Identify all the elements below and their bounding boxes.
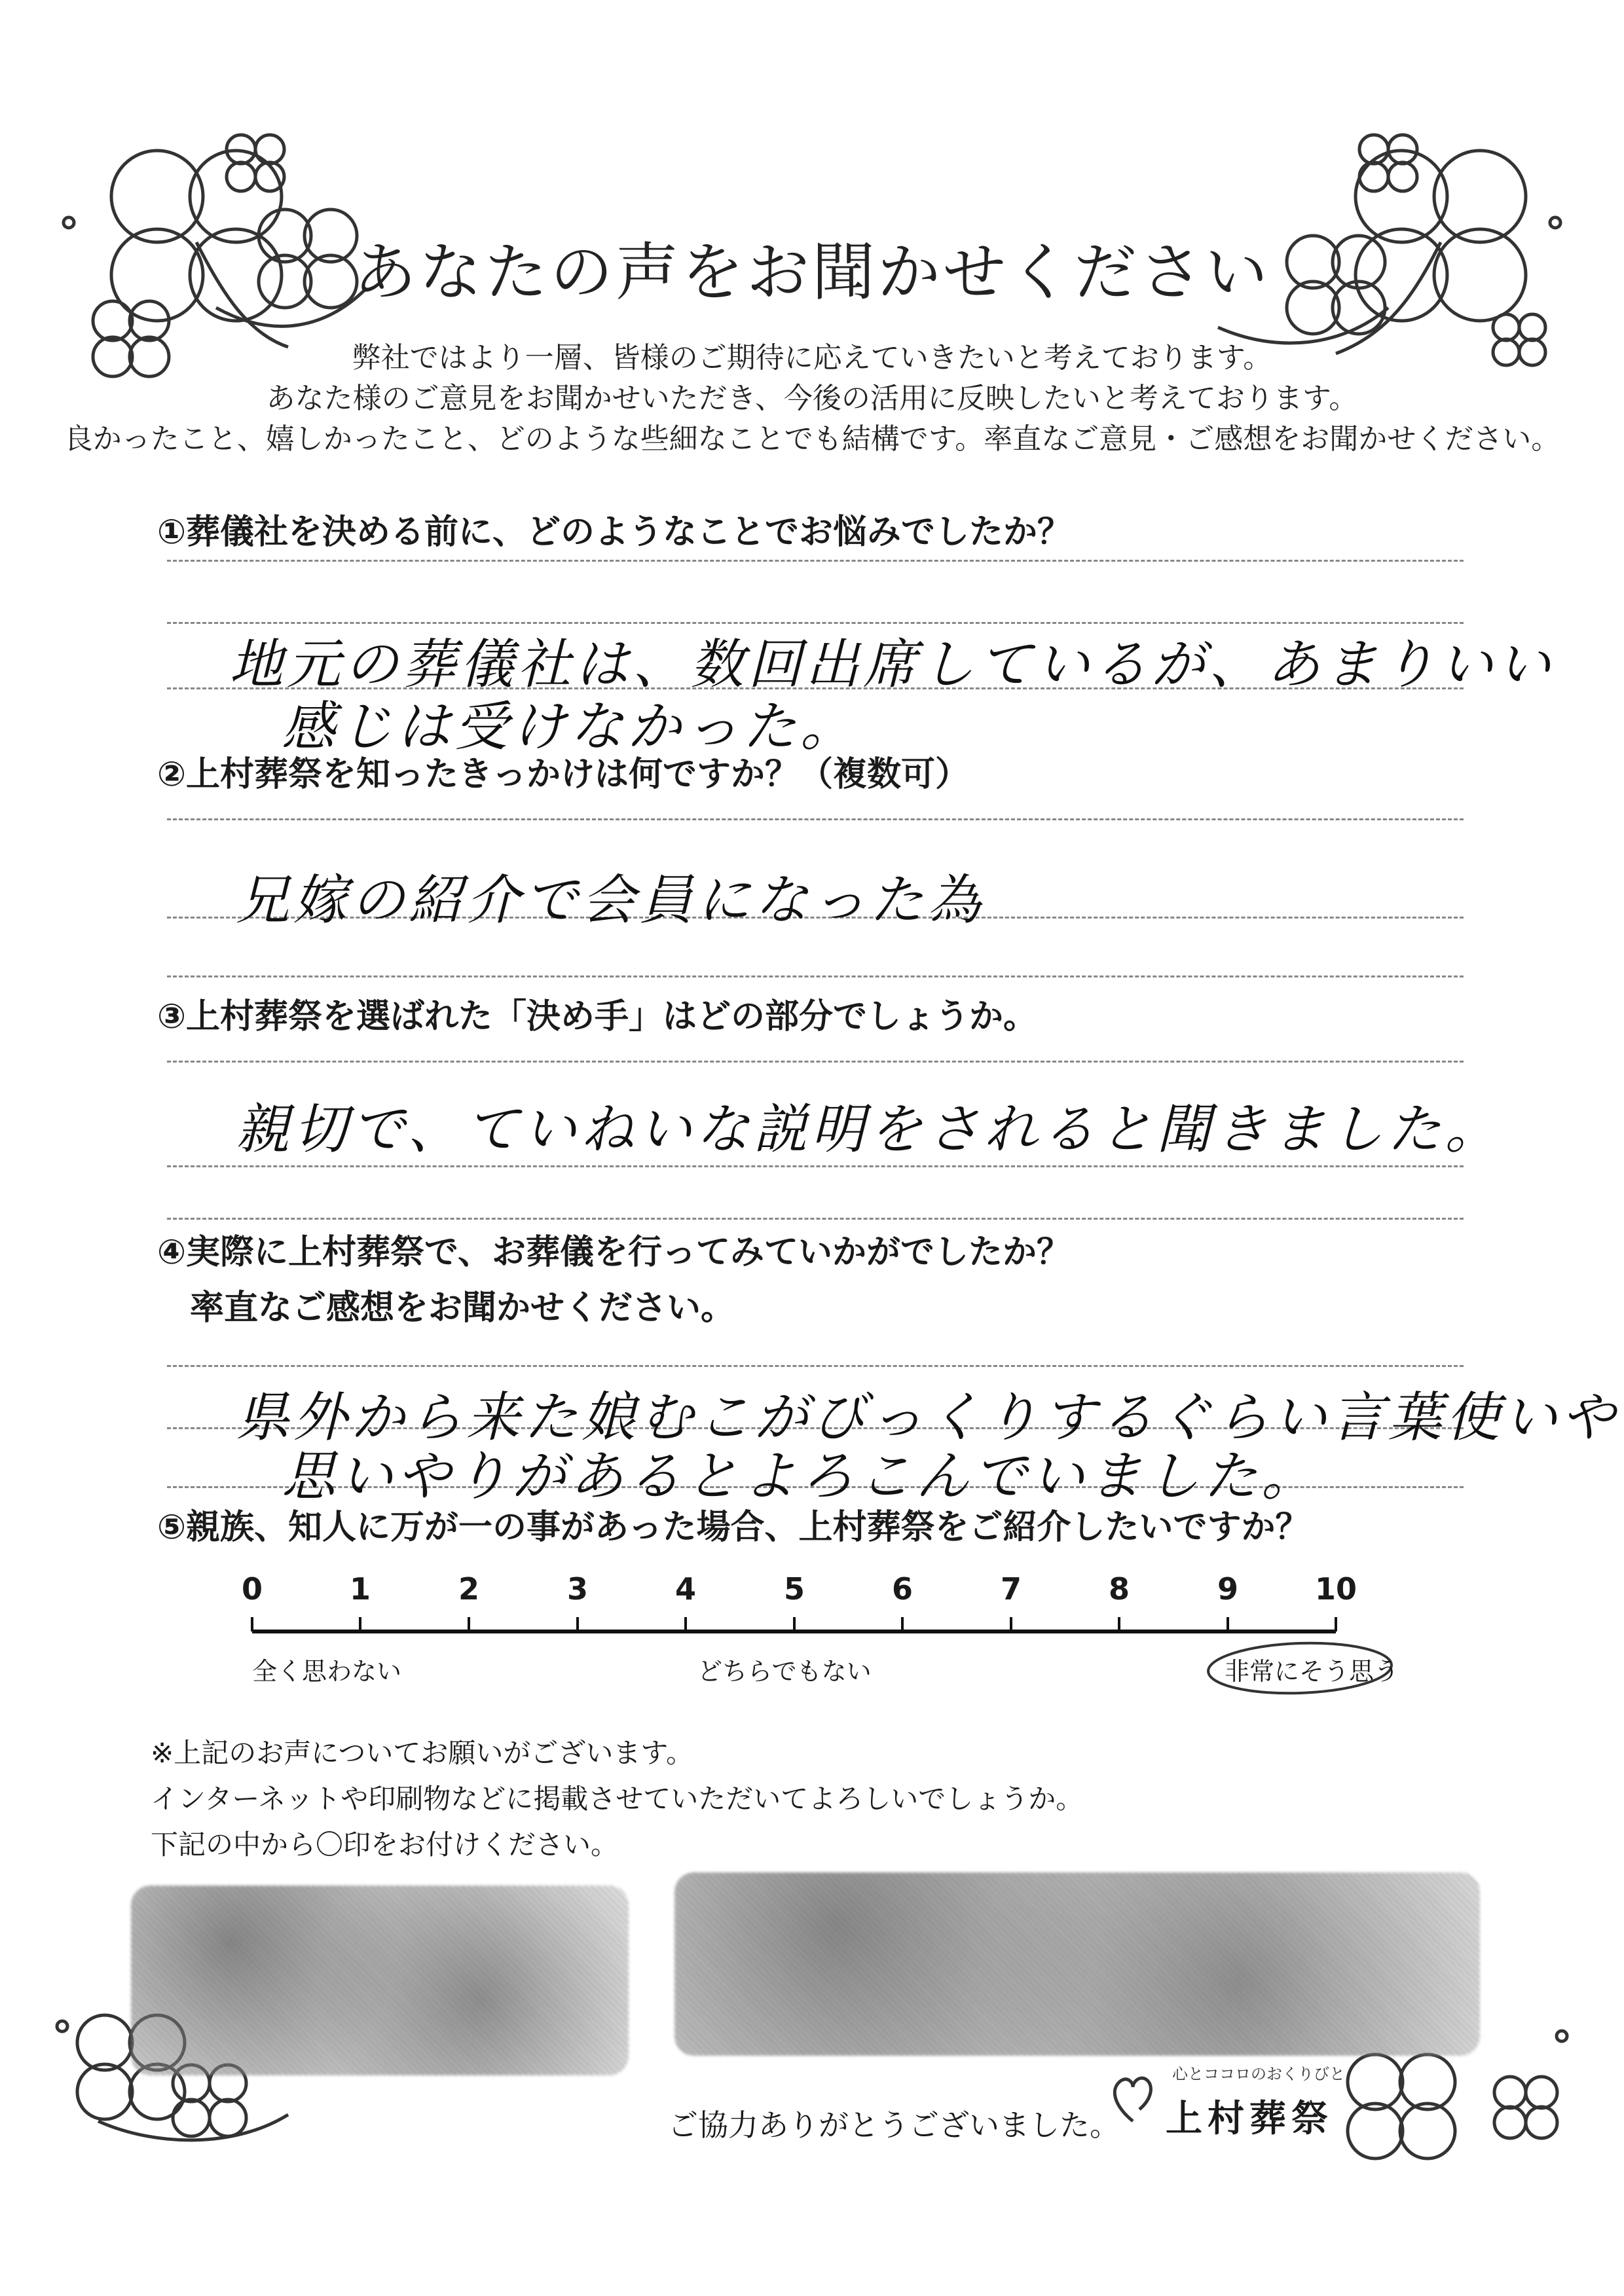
heart-logo-icon: [1107, 2069, 1159, 2128]
redacted-area-right: [674, 1872, 1480, 2056]
scale-number-4: 4: [674, 1571, 696, 1607]
scale-min-label: 全く思わない: [252, 1657, 402, 1686]
answer-rule: [167, 1165, 1464, 1167]
answer-4-line-1: 県外から来た娘むこがびっくりするぐらい言葉使いや: [236, 1387, 1619, 1449]
question-4-subtitle: 率直なご感想をお聞かせください。: [190, 1288, 735, 1328]
scale-max-label: 非常にそう思う: [1225, 1657, 1399, 1686]
scale-number-7: 7: [1000, 1571, 1022, 1607]
intro-line-2: あなた様のご意見をお聞かせいただき、今後の活用に反映したいと考えております。: [266, 382, 1358, 415]
scale-mid-label: どちらでもない: [697, 1657, 872, 1686]
redacted-area-left: [131, 1886, 629, 2075]
rating-scale: [0, 1571, 1624, 1741]
scale-number-6: 6: [891, 1571, 913, 1607]
intro-line-1: 弊社ではより一層、皆様のご期待に応えていきたいと考えております。: [352, 341, 1272, 374]
answer-1-line-1: 地元の葬儀社は、数回出席しているが、あまりいい: [229, 634, 1555, 696]
scale-number-2: 2: [458, 1571, 479, 1607]
answer-rule: [167, 975, 1464, 977]
note-line-1: ※上記のお声についてお願いがございます。: [151, 1737, 693, 1769]
note-line-2: インターネットや印刷物などに掲載させていただいてよろしいでしょうか。: [151, 1783, 1084, 1815]
page-title: あなたの声をお聞かせください: [354, 236, 1270, 309]
intro-line-3: 良かったこと、嬉しかったこと、どのような些細なことでも結構です。率直なご意見・ご感想をお聞かせください。: [64, 422, 1560, 456]
scale-number-1: 1: [349, 1571, 371, 1607]
answer-rule: [167, 1061, 1464, 1063]
question-4: ④実際に上村葬祭で、お葬儀を行ってみていかがでしたか？: [157, 1233, 1071, 1272]
note-line-3: 下記の中から〇印をお付けください。: [151, 1829, 619, 1861]
answer-rule: [167, 818, 1464, 820]
scale-number-8: 8: [1108, 1571, 1130, 1607]
brand-tagline: 心とココロのおくりびと: [1172, 2065, 1345, 2083]
answer-1-line-2: 感じは受けなかった。: [282, 696, 858, 758]
answer-2-line-1: 兄嫁の紹介で会員になった為: [236, 869, 985, 932]
scale-number-5: 5: [783, 1571, 805, 1607]
brand-name: 上村葬祭: [1166, 2098, 1333, 2140]
scale-number-3: 3: [566, 1571, 588, 1607]
question-5: ⑤親族、知人に万が一の事があった場合、上村葬祭をご紹介したいですか？: [157, 1508, 1310, 1547]
scale-number-10: 10: [1314, 1571, 1357, 1607]
answer-4-line-2: 思いやりがあるとよろこんでいました。: [282, 1446, 1319, 1508]
answer-rule: [167, 1365, 1464, 1367]
question-2: ②上村葬祭を知ったきっかけは何ですか？（複数可）: [157, 755, 970, 794]
thanks-message: ご協力ありがとうございました。: [668, 2107, 1120, 2143]
question-1: ①葬儀社を決める前に、どのようなことでお悩みでしたか？: [157, 513, 1072, 552]
answer-3-line-1: 親切で、ていねいな説明をされると聞きました。: [236, 1099, 1503, 1161]
answer-rule: [167, 1218, 1464, 1220]
scale-number-9: 9: [1217, 1571, 1238, 1607]
answer-rule: [167, 560, 1464, 562]
question-3: ③上村葬祭を選ばれた「決め手」はどの部分でしょうか。: [157, 997, 1038, 1036]
scale-number-0: 0: [241, 1571, 263, 1607]
